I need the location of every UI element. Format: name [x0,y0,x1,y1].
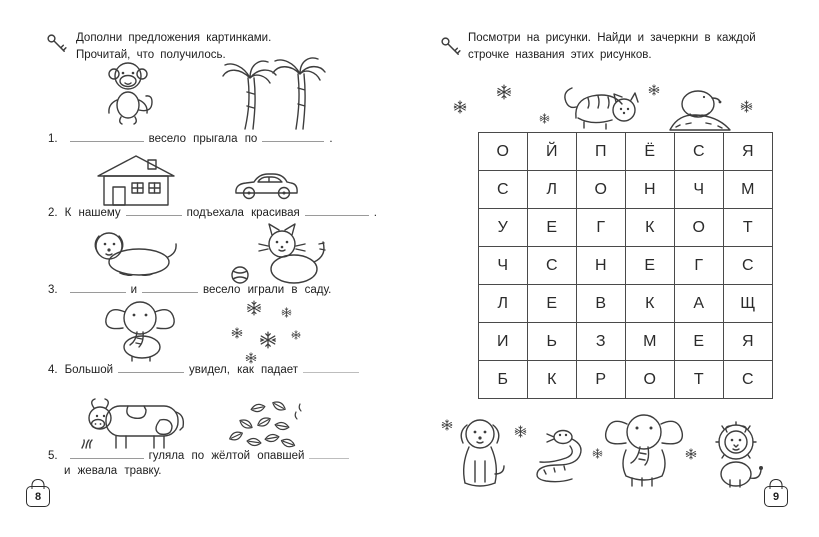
letter-cell: И [479,323,528,360]
letter-cell: Ч [479,247,528,284]
snake-picture [522,426,588,490]
letter-cell: Т [742,218,754,236]
letter-cell: Е [626,247,675,284]
write-blank [118,362,184,373]
page-number: 8 [34,490,42,503]
exercise-number: 5. [48,450,58,462]
sentence-text: весело прыгала по [148,133,258,145]
letter-cell: С [675,133,724,170]
write-blank [70,448,144,459]
sentence-text: Большой [64,364,114,376]
letter-cell: Р [577,361,626,398]
exercise-1-sentence [48,131,333,146]
exercise-3-sentence [48,282,331,297]
write-blank [70,282,126,293]
exercise-number: 1. [48,133,58,145]
letter-cell: К [626,285,675,322]
write-blank [126,205,182,216]
cow-picture [76,390,191,452]
sentence-text: и жевала травку. [64,465,162,477]
sentence-text: К нашему [64,207,121,219]
letter-cell: Т [675,361,724,398]
write-blank [262,131,324,142]
letter-cell: С [741,256,755,274]
letter-cell: Л [528,171,577,208]
letter-cell: Г [577,209,626,246]
letter-cell: В [577,285,626,322]
elephant-picture [600,404,688,490]
write-blank [305,205,369,216]
letter-cell: Е [528,209,577,246]
letter-grid-row [479,323,772,361]
snowflake-icon [281,307,292,318]
letter-cell: С [528,247,577,284]
letter-grid-row [479,133,772,171]
exercise-5-sentence-line2 [64,464,162,478]
snowflake-icon [246,300,262,316]
snowflake-icon [453,100,467,114]
letter-cell: К [528,361,577,398]
sentence-text: весело играли в саду. [203,284,332,296]
sentence-end: . [373,207,377,219]
cat-with-ball-picture [224,218,334,286]
page-number-badge [26,486,50,507]
snowflake-icon [539,113,550,124]
right-instruction: Посмотри на рисунки. Найди и зачеркни в каждой строчке названия этих рисунков. [468,32,756,62]
letter-cell: О [675,209,724,246]
letter-cell: О [577,171,626,208]
letter-cell: М [626,323,675,360]
letter-grid-row [479,171,772,209]
letter-cell: Е [675,323,724,360]
tiger-cat-picture [558,78,643,132]
exercise-4-sentence [48,362,364,377]
page-number-badge [764,486,788,507]
snowflake-icon [291,330,301,340]
fallen-leaves-picture [224,396,309,452]
snowflake-icon [496,84,512,100]
letter-grid-row [479,247,772,285]
sentence-text: и [130,284,138,296]
letter-cell: О [626,361,675,398]
exercise-5-sentence [48,448,354,463]
baby-elephant-picture [96,294,184,362]
letter-cell: Ч [675,171,724,208]
letter-cell: М [741,180,755,198]
letter-cell: П [577,133,626,170]
letter-cell: Ё [626,133,675,170]
letter-cell: Я [741,332,755,350]
sentence-end: . [329,133,333,145]
letter-cell: Й [528,133,577,170]
exercise-number: 2. [48,207,58,219]
palm-trees-picture [220,56,328,132]
key-icon [440,36,462,58]
letter-grid-row [479,285,772,323]
letter-cell: А [675,285,724,322]
letter-cell: Ь [528,323,577,360]
sentence-text: подъехала красивая [186,207,300,219]
dog-picture [82,224,182,280]
letter-grid-row [479,209,772,247]
puppy-picture [450,416,510,492]
letter-cell: Л [479,285,528,322]
write-blank [303,362,359,373]
exercise-number: 4. [48,364,58,376]
letter-cell: С [479,171,528,208]
sentence-text: гуляла по жёлтой опавшей [148,450,305,462]
letter-cell: Е [528,285,577,322]
snowflake-icon [259,331,277,349]
letter-cell: Я [741,142,755,160]
letter-cell: Н [626,171,675,208]
left-instruction: Дополни предложения картинками. Прочитай, что получилось. [76,32,272,62]
exercise-number: 3. [48,284,58,296]
write-blank [142,282,198,293]
letter-cell: О [479,133,528,170]
snowflake-icon [648,84,660,96]
letter-cell: С [741,370,755,388]
letter-cell: З [577,323,626,360]
monkey-picture [92,56,164,128]
write-blank [309,448,349,459]
mole-picture [666,80,734,134]
letter-cell: Г [675,247,724,284]
letter-cell: Н [577,247,626,284]
lion-picture [702,418,770,492]
letter-cell: Б [479,361,528,398]
page-number: 9 [772,490,780,503]
letter-grid-row [479,361,772,398]
snowflake-icon [740,100,753,113]
car-picture [232,166,300,202]
letter-cell: У [479,209,528,246]
sentence-text: увидел, как падает [189,364,299,376]
letter-cell: К [626,209,675,246]
letter-grid [478,132,773,399]
key-icon [46,33,68,55]
snowflake-icon [231,327,243,339]
write-blank [70,131,144,142]
house-picture [86,150,186,208]
letter-cell: Щ [740,294,756,312]
